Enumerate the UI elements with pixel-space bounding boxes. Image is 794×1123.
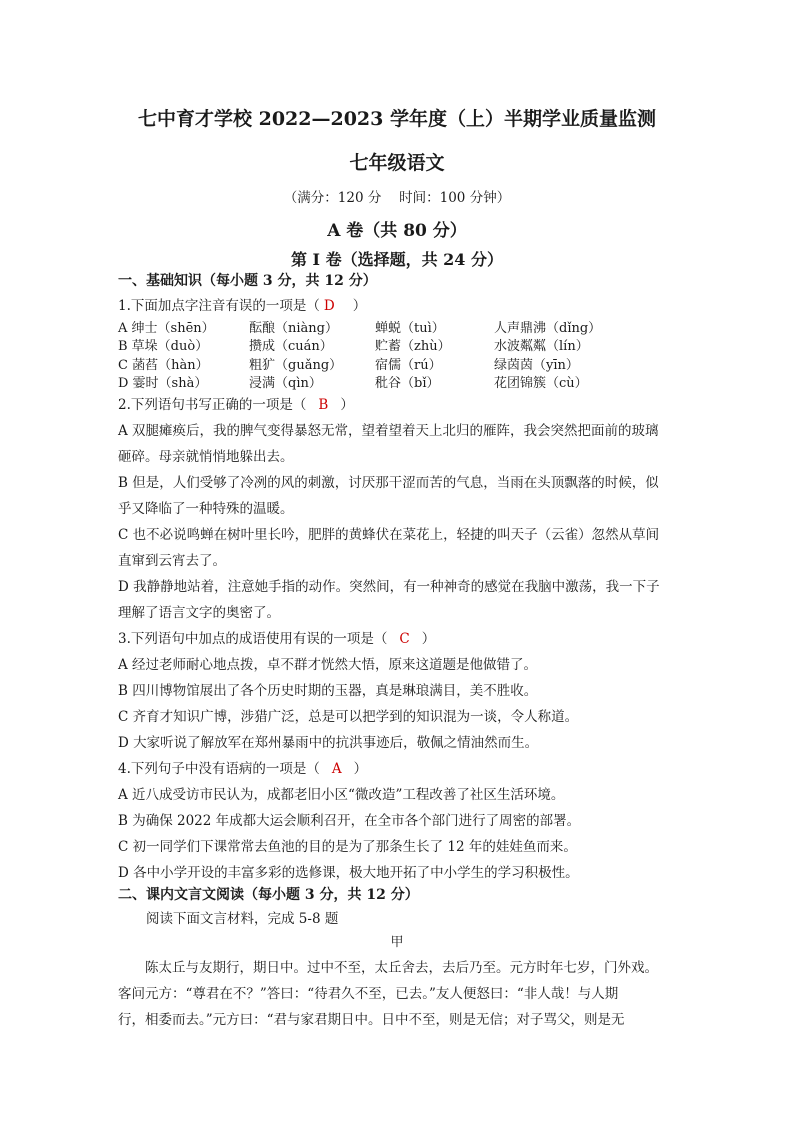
q3-option-a: A 经过老师耐心地点拨，卓不群才恍然大悟，原来这道题是他做错了。 <box>118 657 538 673</box>
exam-title: 七中育才学校 2022—2023 学年度（上）半期学业质量监测 <box>138 108 656 130</box>
volume-title: A 卷（共 80 分） <box>327 221 467 241</box>
q2-option-d-line1: D 我静静地站着，注意她手指的动作。突然间，有一种神奇的感觉在我脑中激荡，我一下子 <box>118 579 660 595</box>
q4-stem-close: ） <box>353 761 368 777</box>
q1-stem-text: 1.下面加点字注音有误的一项是（ <box>118 298 320 314</box>
q2-option-c-line1: C 也不必说鸣蝉在树叶里长吟，肥胖的黄蜂伏在菜花上，轻捷的叫天子（云雀）忽然从草间 <box>118 527 660 543</box>
q3-answer: C <box>399 631 410 647</box>
q1-option: 秕谷（bǐ） <box>375 376 440 391</box>
q1-option: 浸满（qìn） <box>249 376 322 391</box>
q1-stem-close: ） <box>352 298 367 314</box>
q1-option: B 草垛（duò） <box>118 339 209 354</box>
q2-option-c-line2: 直窜到云宵去了。 <box>118 553 226 569</box>
q2-stem-text: 2.下列语句书写正确的一项是（ <box>118 397 307 413</box>
q1-option: 花团锦簇（cù） <box>494 376 588 391</box>
q3-option-b: B 四川博物馆展出了各个历史时期的玉器，真是琳琅满目，美不胜收。 <box>118 683 538 699</box>
q3-stem-text: 3.下列语句中加点的成语使用有误的一项是（ <box>118 631 388 647</box>
q4-answer: A <box>331 761 342 777</box>
q1-option: 绿茵茵（yīn） <box>494 358 579 373</box>
q3-option-d: D 大家听说了解放军在郑州暴雨中的抗洪事迹后，敬佩之情油然而生。 <box>118 735 539 751</box>
section2-heading: 二、课内文言文阅读（每小题 3 分，共 12 分） <box>118 887 419 903</box>
q1-option: A 绅士（shēn） <box>118 321 215 336</box>
passage-line: 行，相委而去。”元方曰：“君与家君期日中。日中不至，则是无信；对子骂父，则是无 <box>118 1012 625 1028</box>
q2-answer: B <box>318 397 329 413</box>
q4-option-c: C 初一同学们下课常常去鱼池的目的是为了那条生长了 12 年的娃娃鱼而来。 <box>118 839 577 855</box>
q2-option-a-line2: 砸碎。母亲就悄悄地躲出去。 <box>118 449 294 465</box>
q1-option: 水波粼粼（lín） <box>494 339 589 354</box>
q1-option: 攒成（cuán） <box>249 339 333 354</box>
q3-option-c: C 齐育才知识广博，涉猎广泛，总是可以把学到的知识混为一谈，令人称道。 <box>118 709 579 725</box>
q1-option: 贮蓄（zhù） <box>375 339 451 354</box>
q1-option: 粗犷（guǎng） <box>249 358 343 373</box>
q1-answer: D <box>323 298 335 314</box>
q2-stem <box>118 393 354 413</box>
q1-option: 蝉蜕（tuì） <box>375 321 445 336</box>
q3-stem <box>118 627 435 647</box>
q2-option-b-line1: B 但是，人们受够了冷冽的风的刺激，讨厌那干涩而苦的气息，当雨在头顶飘落的时候，似 <box>118 475 659 491</box>
q2-option-b-line2: 乎又降临了一种特殊的温暖。 <box>118 501 294 517</box>
passage-line: 客问元方：“尊君在不？”答曰：“待君久不至，已去。”友人便怒曰：“非人哉！与人期 <box>118 986 619 1002</box>
q1-option: D 霎时（shà） <box>118 376 208 391</box>
q3-stem-close: ） <box>421 631 436 647</box>
section2-intro: 阅读下面文言材料，完成 5-8 题 <box>146 911 339 927</box>
q2-option-a-line1: A 双腿瘫痪后，我的脾气变得暴怒无常，望着望着天上北归的雁阵，我会突然把面前的玻璃 <box>118 423 659 439</box>
q1-option: 人声鼎沸（dǐng） <box>494 321 602 336</box>
exam-meta: （满分：120 分 时间：100 分钟） <box>283 190 511 206</box>
part-title: 第 I 卷（选择题，共 24 分） <box>290 250 504 269</box>
q1-option: 宿儒（rú） <box>375 358 442 373</box>
subject-title: 七年级语文 <box>349 152 445 174</box>
passage-line: 陈太丘与友期行，期日中。过中不至，太丘舍去，去后乃至。元方时年七岁，门外戏。 <box>118 960 658 976</box>
q2-stem-close: ） <box>340 397 354 413</box>
q4-option-a: A 近八成受访市民认为，成都老旧小区“微改造”工程改善了社区生活环境。 <box>118 787 565 803</box>
q4-stem <box>118 757 367 777</box>
q1-stem <box>118 294 366 314</box>
q1-option: C 菡萏（hàn） <box>118 358 209 373</box>
q4-option-b: B 为确保 2022 年成都大运会顺利召开，在全市各个部门进行了周密的部署。 <box>118 813 581 829</box>
q4-option-d: D 各中小学开设的丰富多彩的选修课，极大地开拓了中小学生的学习积极性。 <box>118 865 579 881</box>
passage-label: 甲 <box>390 935 404 950</box>
q2-option-d-line2: 理解了语言文字的奥密了。 <box>118 605 280 621</box>
q1-option: 酝酿（niàng） <box>249 321 338 336</box>
q4-stem-text: 4.下列句子中没有语病的一项是（ <box>118 761 320 777</box>
section1-heading: 一、基础知识（每小题 3 分，共 12 分） <box>118 273 377 289</box>
